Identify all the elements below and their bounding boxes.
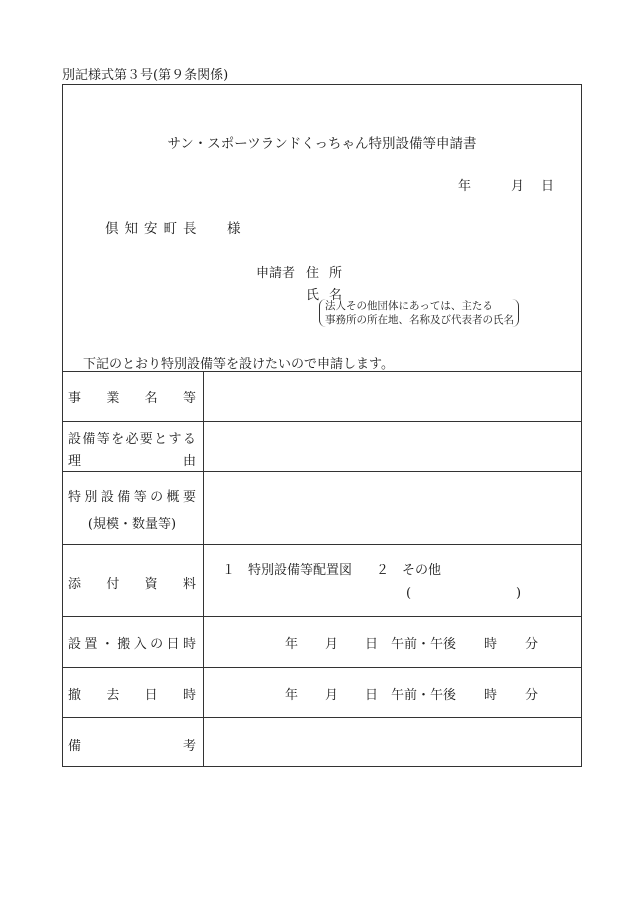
char: 日 [144,688,158,703]
form-number-label: 別記様式第３号(第９条関係) [62,68,229,83]
char: 事 [68,391,82,406]
addressee-suffix: 様 [227,221,241,237]
char: 設 [100,490,114,505]
removal-minute: 分 [525,688,539,703]
removal-year: 年 [285,688,299,703]
reason-label-line1 [68,428,196,447]
address-label: 住所 [306,266,353,281]
char: 要 [182,490,196,505]
char: 業 [106,391,120,406]
row-divider [63,717,581,718]
date-day-label: 日 [541,179,555,194]
applicant-label: 申請者 [256,266,296,281]
install-day: 日 [365,637,379,652]
char: 時 [182,637,196,652]
row-divider [63,421,581,422]
char: 特 [68,490,82,505]
char: 要 [139,432,153,447]
char: 設 [68,637,82,652]
attachment-paren-close: ) [516,586,522,601]
removal-hour: 時 [484,688,498,703]
table-top-line [63,371,581,372]
char: 添 [68,577,82,592]
char: 去 [106,688,120,703]
char: 別 [84,490,98,505]
attachment-item-1: １ 特別設備等配置図 [222,563,353,578]
corporate-note-line2: 事務所の所在地、名称及び代表者の氏名 [325,314,514,326]
application-form [62,84,582,767]
char: す [168,432,182,447]
char: 備 [82,432,96,447]
char: 備 [68,739,82,754]
intro-text: 下記のとおり特別設備等を設けたいので申請します。 [83,357,394,372]
attachments-label [68,573,196,592]
form-title: サン・スポーツランドくっちゃん特別設備等申請書 [167,136,477,152]
removal-ampm: 午前・午後 [391,688,457,703]
char: 理 [68,454,82,469]
char: ・ [100,637,114,652]
char: 概 [166,490,180,505]
removal-month: 月 [325,688,339,703]
date-month-label: 月 [511,179,525,194]
char: 付 [106,577,120,592]
char: 日 [166,637,180,652]
char: の [150,637,164,652]
overview-label-line1 [68,486,196,505]
overview-label-line2: (規模・数量等) [87,517,177,532]
char: 入 [133,637,147,652]
char: 由 [182,454,196,469]
char: 時 [182,688,196,703]
corporate-note-line1: 法人その他団体にあっては、主たる [325,300,493,312]
column-divider [203,371,204,767]
row-divider [63,471,581,472]
addressee: 倶知安町長 [105,221,203,237]
char: 料 [182,577,196,592]
date-year-label: 年 [458,179,472,194]
attachment-paren-open: ( [406,586,412,601]
char: 等 [182,391,196,406]
name-label: 氏名 [306,288,353,303]
char: 必 [125,432,139,447]
char: 考 [182,739,196,754]
char: 資 [144,577,158,592]
install-ampm: 午前・午後 [391,637,457,652]
char: を [111,432,125,447]
install-datetime-label [68,633,196,652]
char: 等 [96,432,110,447]
char: 備 [117,490,131,505]
row-divider [63,667,581,668]
corporate-note [319,299,519,327]
char: の [150,490,164,505]
char: 撤 [68,688,82,703]
row-divider [63,544,581,545]
attachment-item-2: ２ その他 [376,563,442,578]
char: る [182,432,196,447]
install-minute: 分 [525,637,539,652]
install-hour: 時 [484,637,498,652]
char: 搬 [117,637,131,652]
char: 置 [84,637,98,652]
install-month: 月 [325,637,339,652]
removal-day: 日 [365,688,379,703]
char: と [154,432,168,447]
char: 設 [68,432,82,447]
reason-label-line2 [68,450,196,469]
char: 等 [133,490,147,505]
install-year: 年 [285,637,299,652]
char: 名 [144,391,158,406]
remarks-label [68,735,196,754]
removal-datetime-label [68,684,196,703]
business-name-label [68,387,196,406]
row-divider [63,616,581,617]
